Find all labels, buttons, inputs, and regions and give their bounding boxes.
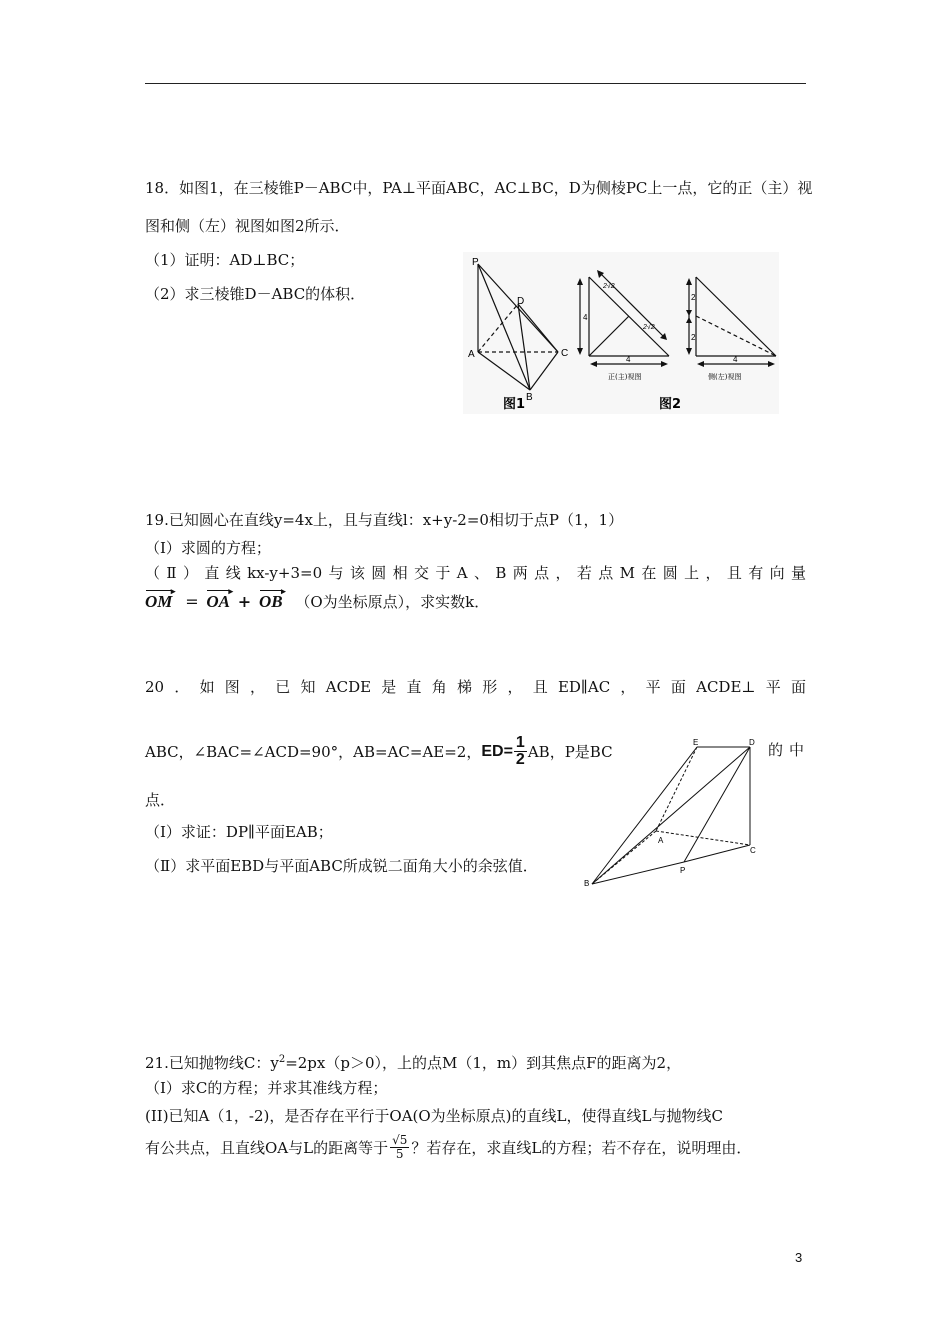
q20-line1: 20．如图，已知ACDE是直角梯形，且ED∥AC，平面ACDE⊥平面 — [145, 678, 806, 696]
q20-line2 — [145, 735, 613, 768]
q20-line2-a: ABC，∠BAC=∠ACD=90°，AB=AC=AE=2， — [145, 742, 482, 761]
side-dim-h1: 2 — [691, 293, 696, 302]
q19-part1: （Ⅰ）求圆的方程； — [145, 539, 271, 557]
fig1-label-B: B — [526, 392, 533, 403]
q19-part2: （Ⅱ）直线kx-y+3=0与该圆相交于A、B两点，若点M在圆上，且有向量 — [145, 564, 806, 582]
q19-line4-rest: （O为坐标原点），求实数k． — [295, 593, 490, 611]
ed-fraction-num: 1 — [515, 734, 525, 751]
q21-line1 — [145, 1050, 681, 1073]
fig1-label-P: P — [472, 257, 479, 268]
sqrt5-over-5-fraction — [390, 1134, 409, 1161]
q20-part1: （Ⅰ）求证：DP∥平面EAB； — [145, 823, 333, 841]
side-dim-w: 4 — [733, 355, 738, 364]
q21-line4 — [145, 1134, 751, 1161]
fig20-label-D: D — [749, 738, 755, 747]
fig2-caption: 图2 — [659, 397, 682, 412]
q20-line2-b: ，P是BC — [549, 742, 613, 761]
front-view-caption: 正(主)视图 — [608, 373, 642, 381]
q18-figure — [463, 252, 779, 414]
q19-line1: 19.已知圆心在直线y=4x上，且与直线l：x+y-2=0相切于点P（1，1） — [145, 511, 624, 529]
fig1-label-A: A — [468, 349, 475, 360]
fig20-label-B: B — [584, 879, 590, 888]
fraction-denominator: 5 — [395, 1147, 404, 1161]
q21-line4-a: 有公共点，且直线OA与L的距离等于 — [145, 1138, 389, 1157]
fig20-label-P: P — [680, 866, 686, 875]
q21-part1: （Ⅰ）求C的方程；并求其准线方程； — [145, 1079, 388, 1097]
front-dim-h: 4 — [583, 313, 588, 322]
fig20-label-A: A — [658, 836, 664, 845]
q20-line3: 点． — [145, 791, 176, 809]
q21-exponent: 2 — [278, 1054, 286, 1065]
ed-fraction-den: 2 — [515, 751, 525, 768]
vector-oa: OA ▸ — [206, 592, 230, 612]
q18-part2: （2）求三棱锥D－ABC的体积． — [145, 285, 366, 303]
q20-figure — [582, 735, 767, 890]
q19-line4 — [145, 592, 489, 612]
ed-label: ED= — [481, 742, 513, 760]
fig20-label-C: C — [750, 846, 756, 855]
vector-equals: = — [185, 592, 199, 611]
q21-line4-b: ？若存在，求直线L的方程；若不存在，说明理由． — [411, 1138, 752, 1157]
header-rule — [145, 83, 806, 84]
fig1-label-D: D — [517, 296, 525, 307]
front-dim-d2: 2√2 — [643, 324, 655, 331]
vector-plus: + — [237, 592, 252, 611]
front-dim-d1: 2√2 — [603, 283, 615, 290]
fig1-caption: 图1 — [503, 397, 526, 412]
q20-line2-c: 的中 — [768, 741, 811, 759]
fraction-numerator: √5 — [392, 1133, 408, 1147]
page-number: 3 — [795, 1250, 803, 1265]
front-dim-w: 4 — [626, 355, 631, 364]
q21-part2: (II)已知A（1，-2)，是否存在平行于OA(O为坐标原点)的直线L，使得直线L与抛物线C — [145, 1107, 723, 1125]
fig20-label-E: E — [693, 738, 699, 747]
q21-line1-a: 21.已知抛物线C：y — [145, 1054, 279, 1072]
vector-ob: OB ▸ — [259, 592, 283, 612]
side-view-caption: 侧(左)视图 — [708, 373, 742, 381]
q18-line1: 18．如图1，在三棱锥P－ABC中，PA⊥平面ABC，AC⊥BC，D为侧棱PC上一点，它的正（主）视 — [145, 179, 813, 197]
fig1-label-C: C — [561, 348, 569, 359]
q18-line2: 图和侧（左）视图如图2所示． — [145, 217, 350, 235]
ed-tail: AB — [527, 742, 550, 761]
side-dim-h2: 2 — [691, 333, 696, 342]
vector-om: OM ▸ — [145, 592, 172, 612]
q20-part2: （Ⅱ）求平面EBD与平面ABC所成锐二面角大小的余弦值． — [145, 857, 538, 875]
q18-part1: （1）证明：AD⊥BC； — [145, 251, 305, 269]
q21-line1-b: =2px（p＞0），上的点M（1，m）到其焦点F的距离为2， — [285, 1054, 682, 1072]
ed-fraction — [514, 735, 527, 768]
